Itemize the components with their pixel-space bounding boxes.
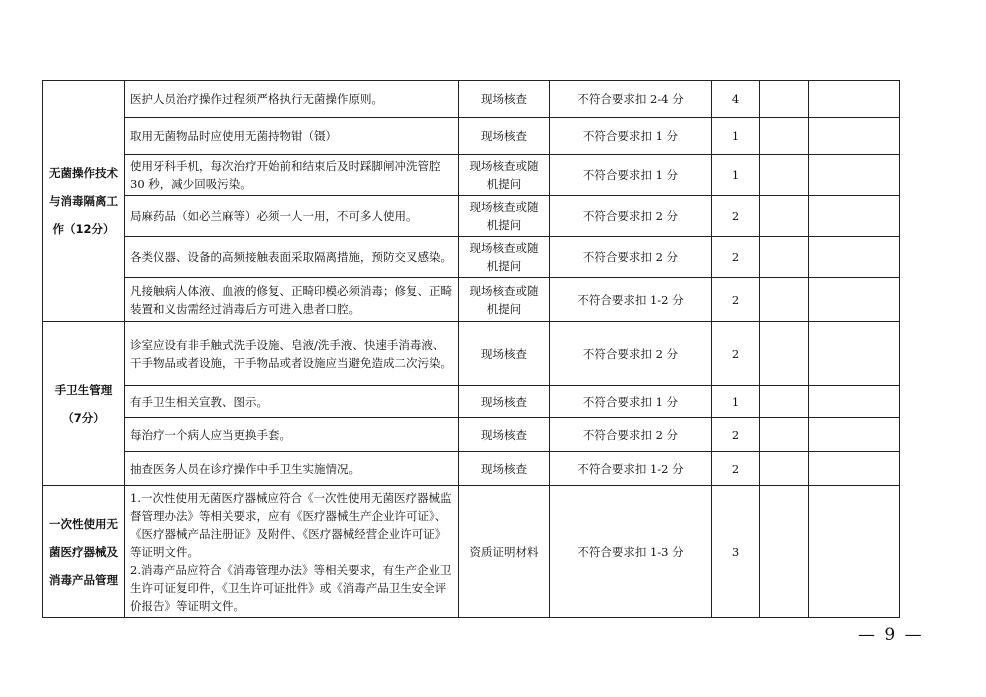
blank-cell (809, 452, 900, 486)
score-value: 1 (712, 386, 760, 418)
check-method: 现场核查 (459, 452, 550, 486)
blank-cell (760, 486, 809, 618)
table-row (43, 418, 900, 452)
deduction-rule: 不符合要求扣 1 分 (550, 386, 712, 418)
score-value: 1 (712, 118, 760, 155)
blank-cell (809, 237, 900, 278)
deduction-rule: 不符合要求扣 2 分 (550, 418, 712, 452)
blank-cell (809, 278, 900, 322)
blank-cell (760, 155, 809, 196)
item-content: 使用牙科手机，每次治疗开始前和结束后及时踩脚闸冲洗管腔 30 秒，减少回吸污染。 (125, 155, 459, 196)
score-value: 2 (712, 452, 760, 486)
item-content: 凡接触病人体液、血液的修复、正畸印模必须消毒；修复、正畸装置和义齿需经过消毒后方可进入患者口腔。 (125, 278, 459, 322)
item-content: 抽查医务人员在诊疗操作中手卫生实施情况。 (125, 452, 459, 486)
score-value: 2 (712, 418, 760, 452)
blank-cell (760, 81, 809, 118)
score-value: 1 (712, 155, 760, 196)
check-method: 现场核查或随机提问 (459, 237, 550, 278)
item-content: 1.一次性使用无菌医疗器械应符合《一次性使用无菌医疗器械监督管理办法》等相关要求，应有《医疗器械生产企业许可证》、《医疗器械产品注册证》及附件、《医疗器械经营企业许可证》等证明文件。 2.消毒产品应符合《消毒管理办法》等相关要求，有生产企业卫生许可证复印件，《卫生许可证批件》或《消毒产品卫生安全评价报告》等证明文件。 (125, 486, 459, 618)
score-value: 3 (712, 486, 760, 618)
score-value: 2 (712, 237, 760, 278)
table-row (43, 322, 900, 386)
category-hand-hygiene: 手卫生管理（7分） (43, 322, 125, 486)
table-row (43, 386, 900, 418)
blank-cell (809, 418, 900, 452)
deduction-rule: 不符合要求扣 2 分 (550, 237, 712, 278)
blank-cell (809, 118, 900, 155)
blank-cell (809, 386, 900, 418)
deduction-rule: 不符合要求扣 2 分 (550, 196, 712, 237)
check-method: 现场核查 (459, 418, 550, 452)
table-row (43, 196, 900, 237)
blank-cell (760, 322, 809, 386)
item-content: 取用无菌物品时应使用无菌持物钳（镊） (125, 118, 459, 155)
check-method: 现场核查 (459, 386, 550, 418)
check-method: 现场核查或随机提问 (459, 155, 550, 196)
category-disposable-devices: 一次性使用无菌医疗器械及消毒产品管理 (43, 486, 125, 618)
table-row (43, 278, 900, 322)
item-content: 诊室应设有非手触式洗手设施、皂液/洗手液、快速手消毒液、干手物品或者设施，干手物品或者设施应当避免造成二次污染。 (125, 322, 459, 386)
table-row (43, 237, 900, 278)
check-method: 现场核查或随机提问 (459, 196, 550, 237)
deduction-rule: 不符合要求扣 1-2 分 (550, 278, 712, 322)
score-value: 2 (712, 196, 760, 237)
score-value: 4 (712, 81, 760, 118)
item-content: 医护人员治疗操作过程须严格执行无菌操作原则。 (125, 81, 459, 118)
blank-cell (760, 386, 809, 418)
blank-cell (809, 486, 900, 618)
item-content: 各类仪器、设备的高频接触表面采取隔离措施，预防交叉感染。 (125, 237, 459, 278)
category-aseptic: 无菌操作技术与消毒隔离工作（12分） (43, 81, 125, 322)
check-method: 现场核查 (459, 322, 550, 386)
blank-cell (809, 322, 900, 386)
check-method: 资质证明材料 (459, 486, 550, 618)
check-method: 现场核查 (459, 81, 550, 118)
deduction-rule: 不符合要求扣 1-3 分 (550, 486, 712, 618)
blank-cell (760, 452, 809, 486)
item-content: 每治疗一个病人应当更换手套。 (125, 418, 459, 452)
score-value: 2 (712, 278, 760, 322)
blank-cell (760, 418, 809, 452)
item-content: 局麻药品（如必兰麻等）必须一人一用，不可多人使用。 (125, 196, 459, 237)
blank-cell (760, 118, 809, 155)
deduction-rule: 不符合要求扣 1 分 (550, 118, 712, 155)
item-content: 有手卫生相关宣教、图示。 (125, 386, 459, 418)
table-row (43, 452, 900, 486)
deduction-rule: 不符合要求扣 1 分 (550, 155, 712, 196)
deduction-rule: 不符合要求扣 2 分 (550, 322, 712, 386)
check-method: 现场核查或随机提问 (459, 278, 550, 322)
blank-cell (760, 196, 809, 237)
table-row (43, 486, 900, 618)
blank-cell (809, 196, 900, 237)
blank-cell (760, 278, 809, 322)
table-row (43, 118, 900, 155)
table-row (43, 81, 900, 118)
page-number: — 9 — (858, 625, 924, 645)
blank-cell (760, 237, 809, 278)
table-row (43, 155, 900, 196)
blank-cell (809, 155, 900, 196)
score-value: 2 (712, 322, 760, 386)
deduction-rule: 不符合要求扣 1-2 分 (550, 452, 712, 486)
check-method: 现场核查 (459, 118, 550, 155)
deduction-rule: 不符合要求扣 2-4 分 (550, 81, 712, 118)
blank-cell (809, 81, 900, 118)
inspection-table (42, 80, 900, 618)
